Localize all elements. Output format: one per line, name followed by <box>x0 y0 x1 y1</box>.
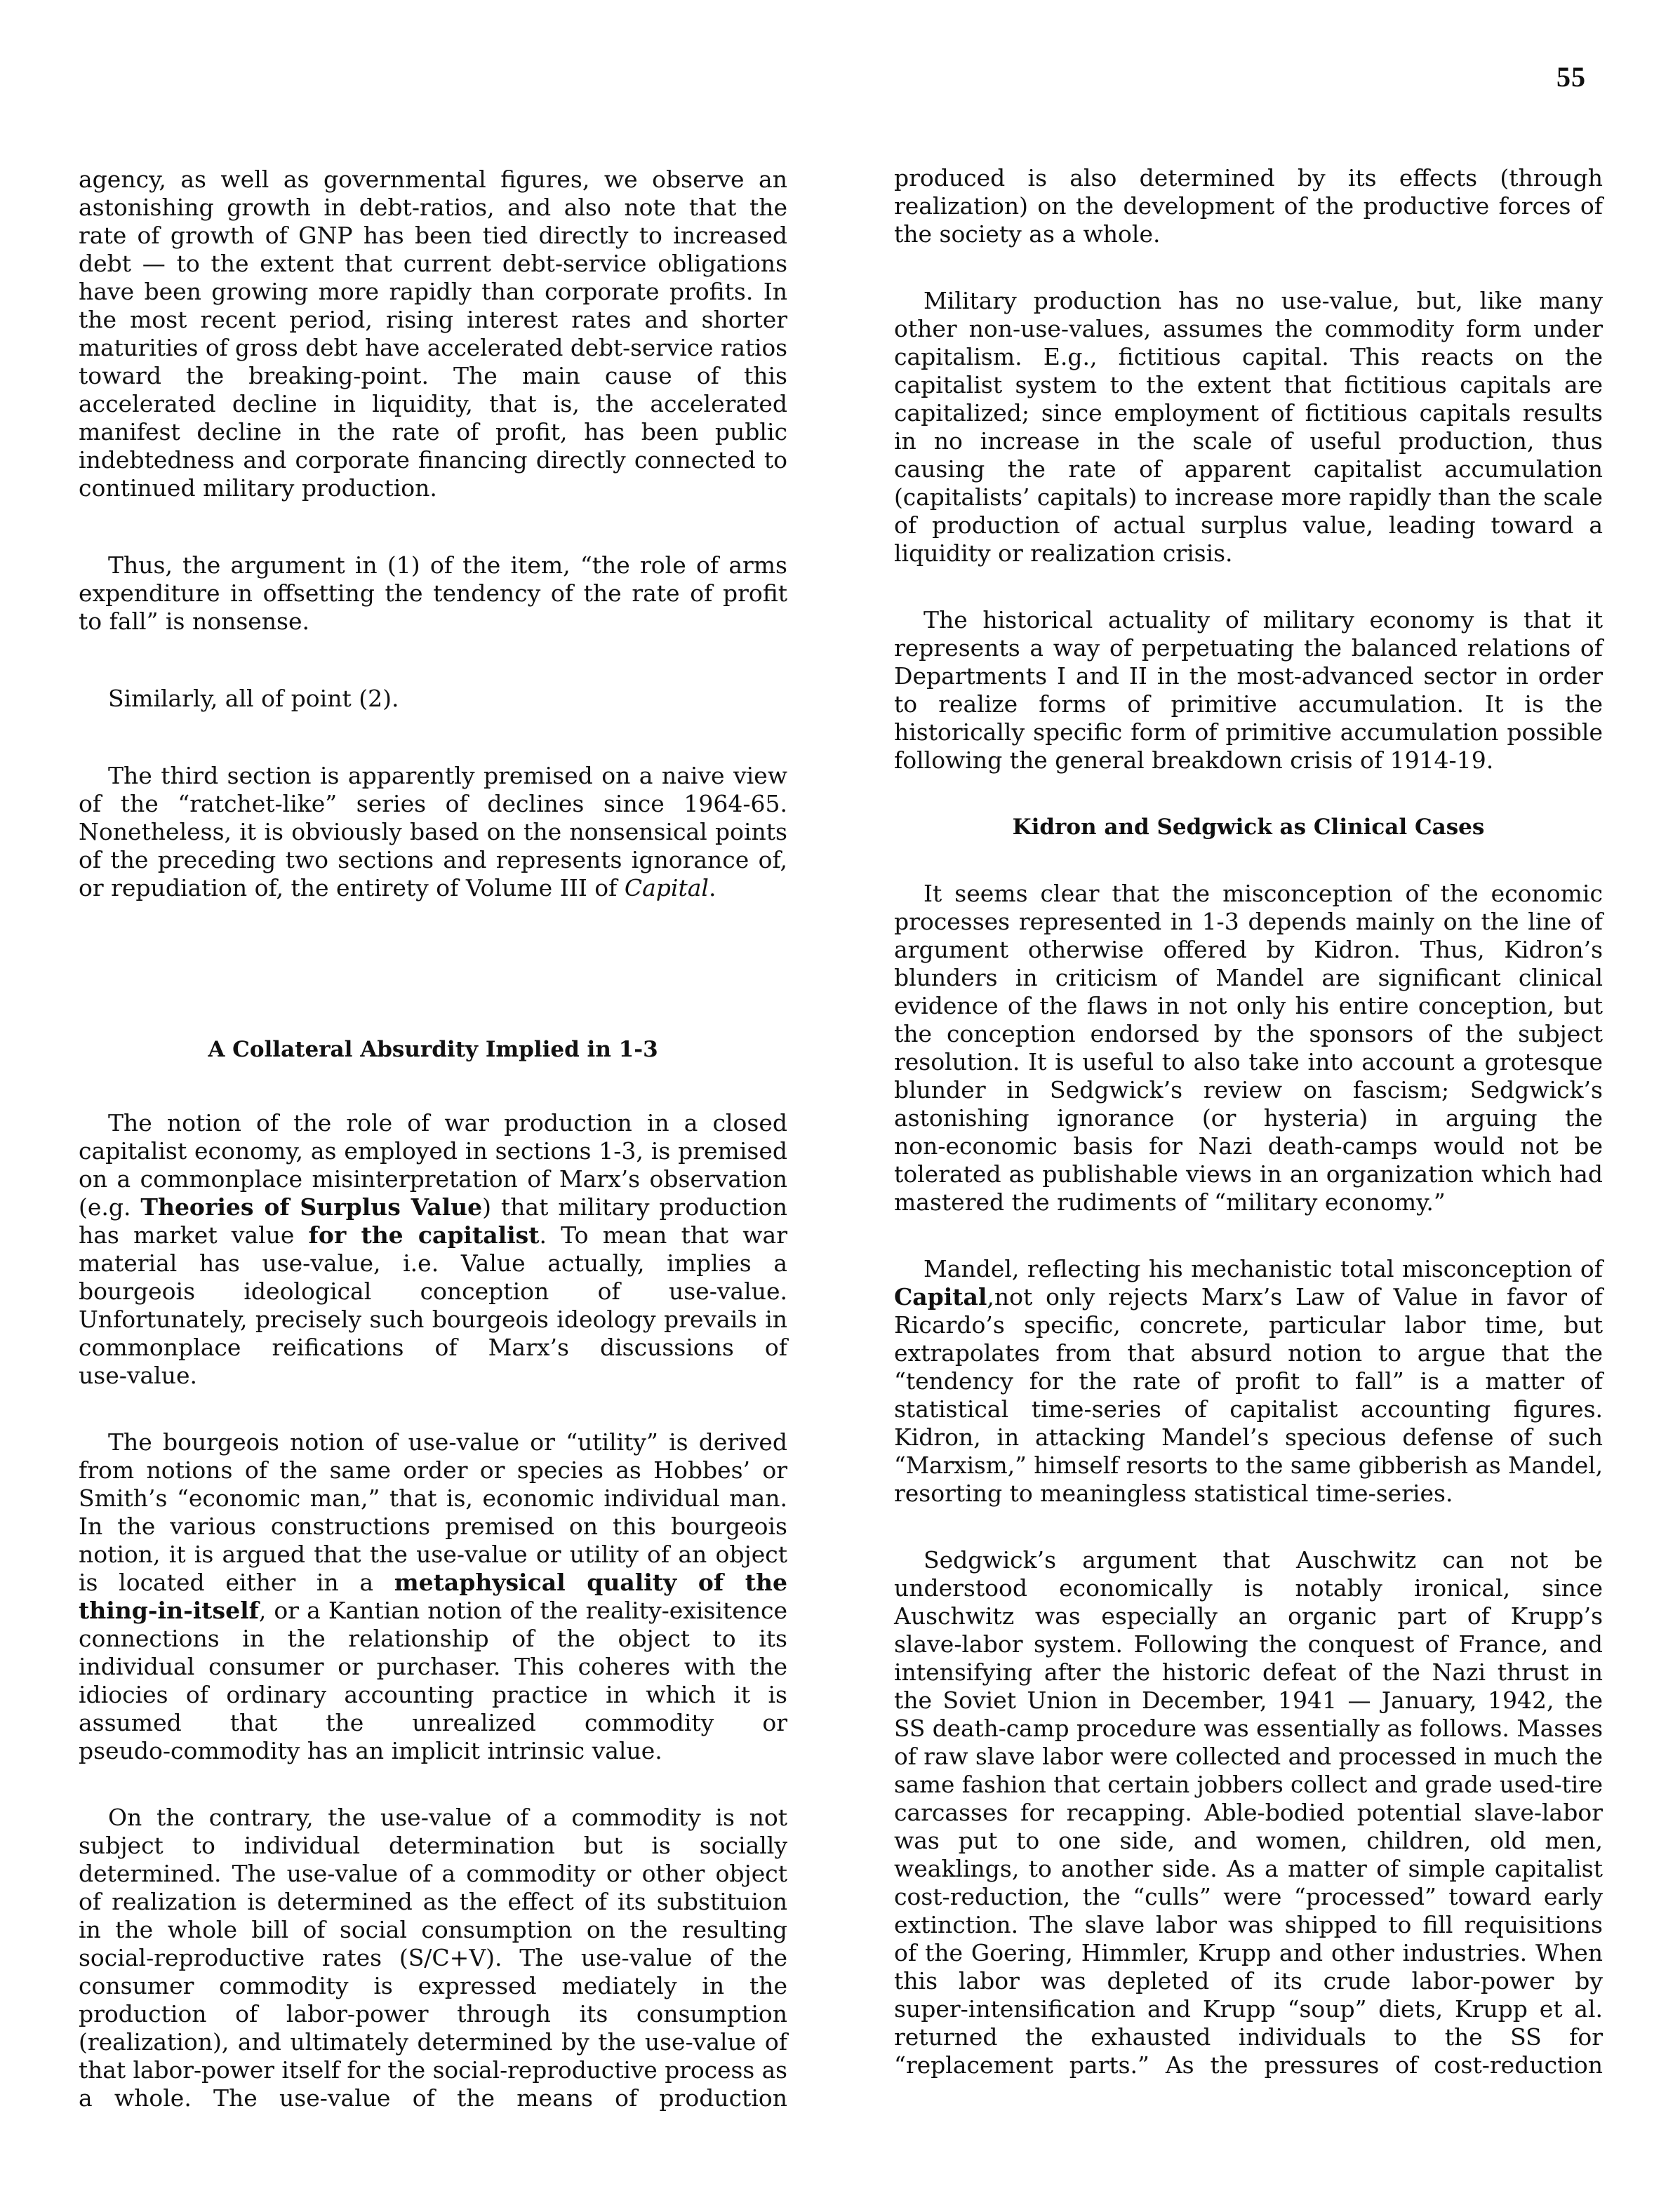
text-line: toward the breaking-point. The main cause of this <box>79 362 787 389</box>
text-line: The bourgeois notion of use-value or “utility” is derived <box>108 1428 787 1456</box>
paragraph-arms-expenditure <box>79 551 787 636</box>
text-line: It seems clear that the misconception of the economic <box>924 880 1603 907</box>
text-line: On the contrary, the use-value of a commodity is not <box>108 1804 787 1831</box>
text-line: blunder in Sedgwick’s review on fascism; Sedgwick’s <box>894 1076 1603 1104</box>
text-line: Ricardo’s specific, concrete, particular labor time, but <box>894 1311 1603 1339</box>
text-line: Sedgwick’s argument that Auschwitz can not be <box>924 1546 1603 1574</box>
text-line: determined. The use-value of a commodity or other object <box>79 1860 787 1887</box>
text-line: intensifying after the historic defeat of the Nazi thrust in <box>894 1658 1603 1686</box>
text-line: individual consumer or purchaser. This coheres with the <box>79 1653 787 1680</box>
text-line: was put to one side, and women, children, old men, <box>894 1827 1603 1854</box>
text-line: of raw slave labor were collected and processed in much the <box>894 1743 1603 1770</box>
text-line: (capitalists’ capitals) to increase more rapidly than the scale <box>894 483 1603 511</box>
text-line: other non-use-values, assumes the commodity form under <box>894 315 1603 342</box>
text-line: assumed that the unrealized commodity or <box>79 1709 787 1736</box>
text-line: same fashion that certain jobbers collect and grade used-tire <box>894 1771 1603 1798</box>
text-line: extrapolates from that absurd notion to argue that the <box>894 1339 1603 1367</box>
text-line: rate of growth of GNP has been tied directly to increased <box>79 222 787 249</box>
text-line: use-value. <box>79 1362 198 1389</box>
paragraph-misconception <box>894 880 1603 1216</box>
text-line: Mandel, reflecting his mechanistic total misconception of <box>924 1255 1603 1282</box>
paragraph-social-determination <box>79 1804 787 2112</box>
paragraph-mandel <box>894 1255 1603 1508</box>
text-line: historically specific form of primitive accumulation possible <box>894 718 1603 746</box>
text-line: astonishing growth in debt-ratios, and also note that the <box>79 194 787 221</box>
paragraph-auschwitz <box>894 1546 1603 2079</box>
text-line: Kidron, in attacking Mandel’s specious defense of such <box>894 1423 1603 1451</box>
text-line: Capital,not only rejects Marx’s Law of Value in favor of <box>894 1283 1603 1311</box>
text-line: debt — to the extent that current debt-service obligations <box>79 250 787 277</box>
section-heading-collateral-absurdity: A Collateral Absurdity Implied in 1-3 <box>208 1037 658 1062</box>
text-line: consumer commodity is expressed mediately in the <box>79 1972 787 1999</box>
text-line: Departments I and II in the most-advanced sector in order <box>894 662 1603 690</box>
text-line: idiocies of ordinary accounting practice in which it is <box>79 1681 787 1708</box>
text-line: Similarly, all of point (2). <box>108 685 399 712</box>
text-line: subject to individual determination but is socially <box>79 1832 787 1859</box>
text-line: slave-labor system. Following the conquest of France, and <box>894 1630 1603 1658</box>
text-line: the conception endorsed by the sponsors of the subject <box>894 1020 1603 1047</box>
text-line: represents a way of perpetuating the balanced relations of <box>894 634 1603 662</box>
paragraph-war-production <box>79 1109 787 1390</box>
text-line: that labor-power itself for the social-reproductive process as <box>79 2056 787 2084</box>
text-line: notion, it is argued that the use-value or utility of an object <box>79 1541 787 1568</box>
text-line: of the Goering, Himmler, Krupp and other industries. When <box>894 1939 1603 1966</box>
text-line: tolerated as publishable views in an organization which had <box>894 1160 1603 1188</box>
text-line: resorting to meaningless statistical time-series. <box>894 1480 1453 1507</box>
text-line: understood economically is notably ironical, since <box>894 1574 1603 1602</box>
text-line: Thus, the argument in (1) of the item, “the role of arms <box>108 551 787 579</box>
text-line: argument otherwise offered by Kidron. Thus, Kidron’s <box>894 936 1603 963</box>
text-line: capitalist economy, as employed in sections 1-3, is premised <box>79 1137 787 1165</box>
paragraph-point-two <box>79 685 787 713</box>
text-line: from notions of the same order or species as Hobbes’ or <box>79 1456 787 1484</box>
bold-phrase-metaphysical-quality: metaphysical quality of the <box>394 1569 787 1596</box>
text-line: of the “ratchet-like” series of declines since 1964-65. <box>79 790 787 817</box>
text-line: The notion of the role of war production in a closed <box>108 1109 787 1137</box>
paragraph-military-production <box>894 287 1603 568</box>
text-line: “replacement parts.” As the pressures of cost-reduction <box>894 2051 1603 2079</box>
text-line: social-reproductive rates (S/C+V). The use-value of the <box>79 1944 787 1971</box>
bold-phrase-for-the-capitalist: for the capitalist <box>308 1221 540 1249</box>
text-line: production of labor-power through its consumption <box>79 2000 787 2027</box>
text-line: capitalist system to the extent that fictitious capitals are <box>894 371 1603 398</box>
text-line: in the whole bill of social consumption on the resulting <box>79 1916 787 1943</box>
text-line: continued military production. <box>79 474 437 502</box>
text-line: carcasses for recapping. Able-bodied potential slave-labor <box>894 1799 1603 1826</box>
text-line: statistical time-series of capitalist accounting figures. <box>894 1395 1603 1423</box>
text-line: manifest decline in the rate of profit, has been public <box>79 418 787 445</box>
text-line: non-economic basis for Nazi death-camps would not be <box>894 1132 1603 1160</box>
text-line: causing the rate of apparent capitalist accumulation <box>894 455 1603 483</box>
section-heading-kidron-sedgwick: Kidron and Sedgwick as Clinical Cases <box>1012 815 1485 840</box>
text-line: capitalized; since employment of fictitious capitals results <box>894 399 1603 427</box>
text-line: “Marxism,” himself resorts to the same gibberish as Mandel, <box>894 1452 1603 1479</box>
paragraph-third-section <box>79 762 787 902</box>
text-line: accelerated decline in liquidity, that is, the accelerated <box>79 390 787 417</box>
text-line: maturities of gross debt have accelerated debt-service ratios <box>79 334 787 361</box>
text-line: of the preceding two sections and represents ignorance of, <box>79 846 787 873</box>
text-line: the Soviet Union in December, 1941 — January, 1942, the <box>894 1687 1603 1714</box>
text-line: agency, as well as governmental figures, we observe an <box>79 166 787 193</box>
text-line: mastered the rudiments of “military economy.” <box>894 1188 1446 1216</box>
text-line: In the various constructions premised on this bourgeois <box>79 1513 787 1540</box>
paragraph-debt-ratios <box>79 166 787 502</box>
text-line: The historical actuality of military economy is that it <box>924 606 1603 634</box>
text-line: this labor was depleted of its crude labor-power by <box>894 1967 1603 1995</box>
text-line: pseudo-commodity has an implicit intrinsic value. <box>79 1737 662 1764</box>
text-line: to realize forms of primitive accumulation. It is the <box>894 690 1603 718</box>
text-line: commonplace reifications of Marx’s discussions of <box>79 1334 787 1361</box>
text-line: Military production has no use-value, but, like many <box>924 287 1603 314</box>
paragraph-bourgeois-use-value <box>79 1428 787 1765</box>
text-line: bourgeois ideological conception of use-value. <box>79 1278 787 1305</box>
left-column <box>79 166 787 2112</box>
text-line: Smith’s “economic man,” that is, economic individual man. <box>79 1484 787 1512</box>
text-line: to fall” is nonsense. <box>79 608 310 635</box>
text-line: produced is also determined by its effects (through <box>894 164 1603 192</box>
text-line: Nonetheless, it is obviously based on the nonsensical points <box>79 818 787 845</box>
text-line: indebtedness and corporate financing directly connected to <box>79 446 787 474</box>
text-line: (realization), and ultimately determined by the use-value of <box>79 2028 787 2056</box>
text-line: expenditure in offsetting the tendency of the rate of profit <box>79 579 787 607</box>
text-line: a whole. The use-value of the means of production <box>79 2084 787 2112</box>
text-line: astonishing ignorance (or hysteria) in arguing the <box>894 1104 1603 1132</box>
text-line: of production of actual surplus value, leading toward a <box>894 511 1603 539</box>
text-line: of realization is determined as the effect of its substituion <box>79 1888 787 1915</box>
text-line: “tendency for the rate of profit to fall” is a matter of <box>894 1367 1603 1395</box>
text-line: or repudiation of, the entirety of Volume III of Capital. <box>79 874 716 901</box>
text-line: realization) on the development of the productive forces of <box>894 192 1603 220</box>
page-number: 55 <box>1556 61 1586 93</box>
text-line: Auschwitz was especially an organic part of Krupp’s <box>894 1602 1603 1630</box>
paragraph-historical-actuality <box>894 606 1603 775</box>
text-line: following the general breakdown crisis of 1914-19. <box>894 746 1494 774</box>
text-line: have been growing more rapidly than corporate profits. In <box>79 278 787 305</box>
text-line: liquidity or realization crisis. <box>894 539 1233 567</box>
text-line: (e.g. Theories of Surplus Value) that military production <box>79 1193 787 1221</box>
text-line: the society as a whole. <box>894 220 1161 248</box>
text-line: the most recent period, rising interest rates and shorter <box>79 306 787 333</box>
text-line: material has use-value, i.e. Value actually, implies a <box>79 1249 787 1277</box>
text-line: on a commonplace misinterpretation of Marx’s observation <box>79 1165 787 1193</box>
text-line: is located either in a metaphysical quality of the <box>79 1569 787 1596</box>
bold-title-capital: Capital <box>894 1283 987 1311</box>
text-line: processes represented in 1-3 depends mainly on the line of <box>894 908 1603 935</box>
text-line: resolution. It is useful to also take into account a grotesque <box>894 1048 1603 1075</box>
right-column <box>894 164 1603 2079</box>
bold-phrase-thing-in-itself: thing-in-itself <box>79 1597 259 1624</box>
text-line: extinction. The slave labor was shipped to fill requisitions <box>894 1911 1603 1938</box>
text-line: The third section is apparently premised on a naive view <box>108 762 787 789</box>
text-line: returned the exhausted individuals to the SS for <box>894 2023 1603 2051</box>
text-line: blunders in criticism of Mandel are significant clinical <box>894 964 1603 991</box>
bold-title-theories-of-surplus-value: Theories of Surplus Value <box>140 1193 483 1221</box>
text-line: in no increase in the scale of useful production, thus <box>894 427 1603 455</box>
text-line: weaklings, to another side. As a matter of simple capitalist <box>894 1855 1603 1882</box>
text-line: capitalism. E.g., fictitious capital. This reacts on the <box>894 343 1603 370</box>
paragraph-means-of-production <box>894 164 1603 248</box>
text-line: evidence of the flaws in not only his entire conception, but <box>894 992 1603 1019</box>
text-line: cost-reduction, the “culls” were “processed” toward early <box>894 1883 1603 1910</box>
text-line: super-intensification and Krupp “soup” diets, Krupp et al. <box>894 1995 1603 2023</box>
text-line: connections in the relationship of the object to its <box>79 1625 787 1652</box>
text-line: SS death-camp procedure was essentially as follows. Masses <box>894 1715 1603 1742</box>
text-line: Unfortunately, precisely such bourgeois ideology prevails in <box>79 1306 787 1333</box>
text-line: has market value for the capitalist. To mean that war <box>79 1221 787 1249</box>
italic-title-capital: Capital <box>624 874 709 901</box>
text-line: thing-in-itself, or a Kantian notion of the reality-exisitence <box>79 1597 787 1624</box>
